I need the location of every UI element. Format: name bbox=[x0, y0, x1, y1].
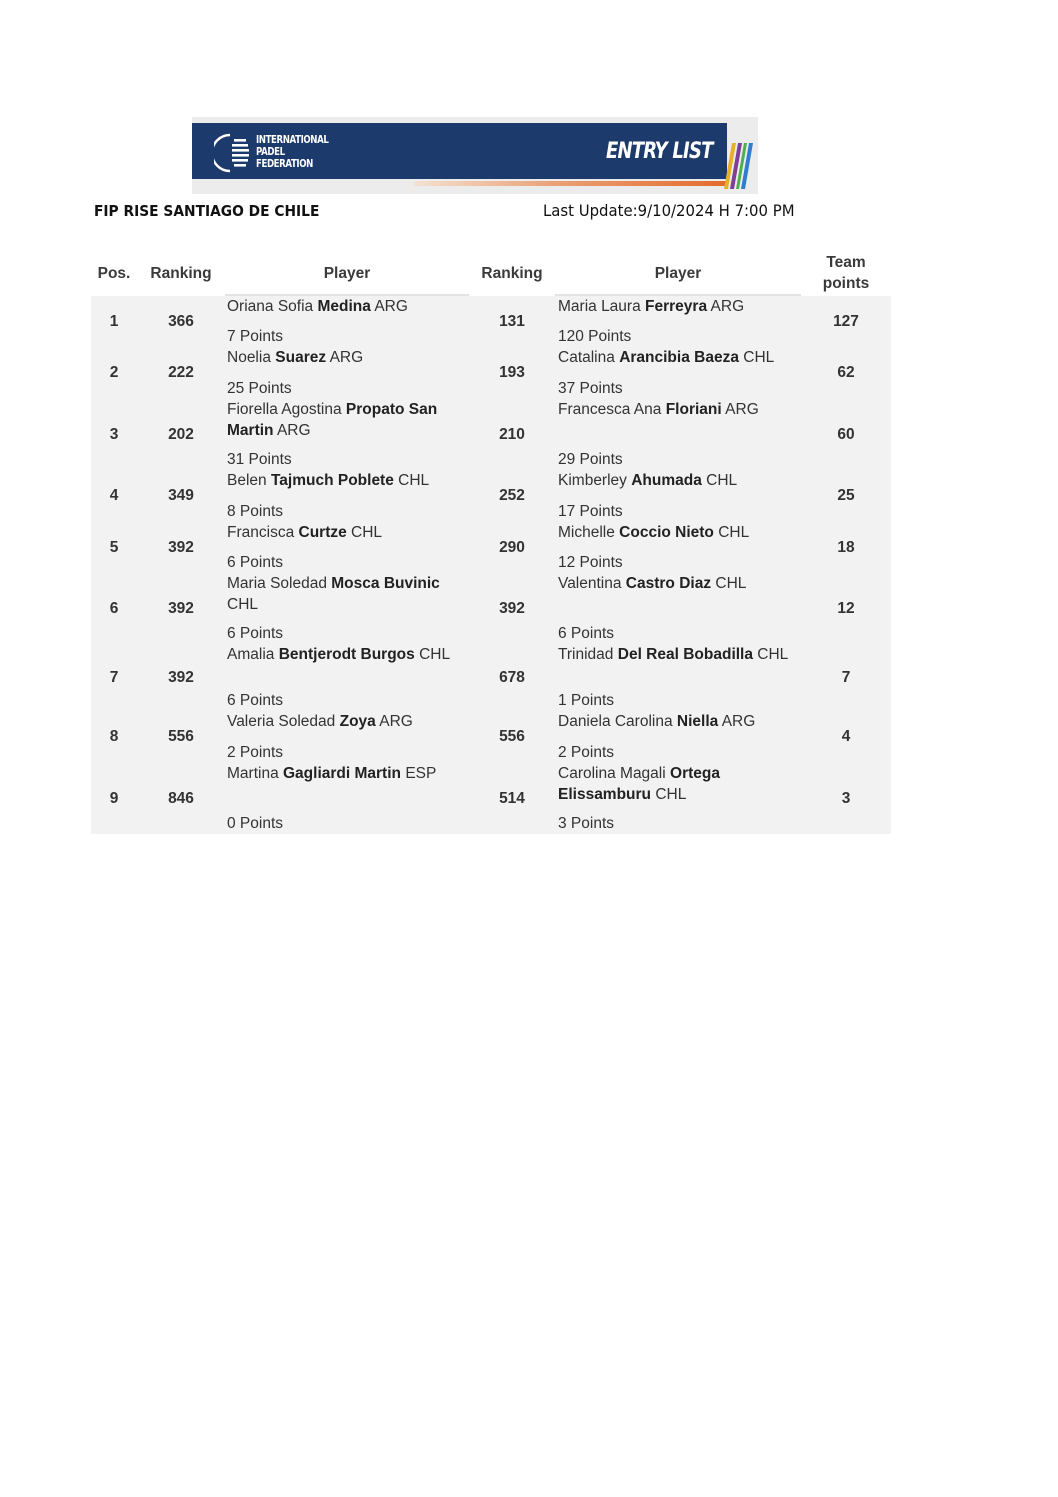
player-2-cell bbox=[558, 573, 804, 644]
player-nationality: ARG bbox=[725, 401, 759, 418]
player-points: 2 Points bbox=[227, 744, 284, 761]
player-1-ranking-cell: 392 bbox=[168, 668, 194, 686]
player-first-name: Catalina bbox=[558, 349, 615, 366]
player-1-ranking-cell: 202 bbox=[168, 425, 194, 443]
player-last-name: Coccio Nieto bbox=[619, 524, 714, 541]
player-last-name: Ortega Elissamburu bbox=[558, 765, 720, 803]
player-last-name: Mosca Buvinic bbox=[331, 575, 440, 592]
header-pos: Pos. bbox=[97, 264, 131, 282]
table-row bbox=[91, 399, 891, 470]
player-nationality: CHL bbox=[655, 786, 687, 803]
player-first-name: Fiorella Agostina bbox=[227, 401, 342, 418]
team-points-cell: 62 bbox=[837, 364, 855, 381]
player-2-cell bbox=[558, 644, 804, 711]
player-2-cell bbox=[558, 399, 804, 470]
player-first-name: Maria Soledad bbox=[227, 575, 327, 592]
header-player-1: Player bbox=[323, 264, 371, 282]
player-nationality: CHL bbox=[718, 524, 750, 541]
player-1-cell bbox=[227, 347, 463, 399]
player-last-name: Tajmuch Poblete bbox=[270, 472, 394, 489]
position-cell: 5 bbox=[109, 538, 119, 556]
player-2-ranking-cell: 678 bbox=[499, 668, 525, 686]
player-first-name: Amalia bbox=[227, 646, 275, 663]
player-name bbox=[227, 644, 463, 665]
player-nationality: CHL bbox=[757, 646, 789, 663]
table-header bbox=[91, 250, 891, 296]
player-2-cell bbox=[558, 711, 804, 763]
player-points: 6 Points bbox=[227, 625, 284, 642]
table-row bbox=[91, 573, 891, 644]
header-ranking-1: Ranking bbox=[150, 264, 212, 282]
player-2-ranking-cell: 392 bbox=[499, 599, 525, 617]
player-points: 7 Points bbox=[227, 328, 284, 345]
player-points: 2 Points bbox=[558, 744, 615, 761]
player-nationality: CHL bbox=[743, 349, 775, 366]
player-name bbox=[227, 711, 463, 732]
player-nationality: ARG bbox=[721, 713, 756, 730]
player-2-cell bbox=[558, 347, 804, 399]
fip-logo-text bbox=[256, 134, 328, 170]
player-name bbox=[227, 399, 463, 441]
player-points: 29 Points bbox=[558, 451, 623, 468]
player-1-ranking-cell: 366 bbox=[168, 312, 194, 330]
player-2-cell bbox=[558, 296, 804, 347]
player-first-name: Noelia bbox=[227, 349, 271, 366]
player-last-name: Curtze bbox=[298, 524, 347, 541]
player-last-name: Ahumada bbox=[631, 472, 702, 489]
player-first-name: Trinidad bbox=[558, 646, 614, 663]
player-last-name: Zoya bbox=[339, 713, 376, 730]
player-last-name: Castro Diaz bbox=[625, 575, 712, 592]
player-points: 25 Points bbox=[227, 380, 292, 397]
player-1-cell bbox=[227, 470, 463, 522]
table-row bbox=[91, 522, 891, 573]
player-nationality: ESP bbox=[405, 765, 437, 782]
player-points: 37 Points bbox=[558, 380, 623, 397]
player-first-name: Belen bbox=[227, 472, 267, 489]
position-cell: 2 bbox=[109, 364, 119, 381]
player-name bbox=[558, 296, 804, 317]
player-name bbox=[558, 573, 804, 594]
player-name bbox=[227, 347, 463, 368]
entry-list-title: ENTRY LIST bbox=[606, 139, 713, 164]
player-1-ranking-cell: 392 bbox=[168, 599, 194, 617]
player-nationality: CHL bbox=[715, 575, 747, 592]
player-nationality: CHL bbox=[351, 524, 383, 541]
player-name bbox=[227, 470, 463, 491]
team-points-cell: 60 bbox=[837, 425, 855, 443]
team-points-cell: 3 bbox=[841, 789, 851, 807]
team-points-cell: 12 bbox=[837, 599, 855, 617]
player-nationality: ARG bbox=[276, 422, 311, 439]
player-first-name: Francesca Ana bbox=[558, 401, 662, 418]
player-first-name: Kimberley bbox=[558, 472, 627, 489]
player-last-name: Ferreyra bbox=[645, 298, 708, 315]
player-1-ranking-cell: 556 bbox=[168, 728, 194, 745]
player-2-ranking-cell: 252 bbox=[499, 487, 525, 504]
position-cell: 7 bbox=[109, 668, 119, 686]
player-name bbox=[227, 763, 463, 784]
player-name bbox=[558, 763, 804, 805]
table-row bbox=[91, 644, 891, 711]
player-1-ranking-cell: 846 bbox=[168, 789, 194, 807]
table-row bbox=[91, 470, 891, 522]
fip-logo-icon bbox=[214, 131, 254, 175]
position-cell: 3 bbox=[109, 425, 119, 443]
position-cell: 1 bbox=[109, 312, 119, 330]
table-row bbox=[91, 711, 891, 763]
table-body bbox=[91, 296, 891, 834]
header-player-2: Player bbox=[654, 264, 702, 282]
table-row bbox=[91, 347, 891, 399]
player-name bbox=[558, 644, 804, 665]
player-points: 12 Points bbox=[558, 554, 623, 571]
player-2-ranking-cell: 131 bbox=[499, 312, 525, 330]
player-nationality: CHL bbox=[398, 472, 430, 489]
team-points-cell: 4 bbox=[841, 728, 851, 745]
player-nationality: ARG bbox=[379, 713, 413, 730]
player-name bbox=[227, 573, 463, 615]
player-1-ranking-cell: 349 bbox=[168, 487, 194, 504]
player-name bbox=[227, 522, 463, 543]
player-first-name: Francisca bbox=[227, 524, 295, 541]
team-points-cell: 127 bbox=[833, 312, 859, 330]
player-2-ranking-cell: 290 bbox=[499, 538, 525, 556]
player-1-cell bbox=[227, 296, 463, 347]
player-points: 31 Points bbox=[227, 451, 292, 468]
player-first-name: Maria Laura bbox=[558, 298, 641, 315]
banner-orange-stripe bbox=[414, 181, 726, 186]
player-last-name: Gagliardi Martin bbox=[283, 765, 401, 782]
player-first-name: Carolina Magali bbox=[558, 765, 666, 782]
player-last-name: Bentjerodt Burgos bbox=[278, 646, 415, 663]
player-1-cell bbox=[227, 522, 463, 573]
last-update: Last Update:9/10/2024 H 7:00 PM bbox=[543, 201, 795, 220]
player-first-name: Martina bbox=[227, 765, 279, 782]
logo-line-2: PADEL bbox=[256, 146, 285, 158]
player-points: 17 Points bbox=[558, 503, 623, 520]
player-2-cell bbox=[558, 522, 804, 573]
player-last-name: Floriani bbox=[665, 401, 722, 418]
player-name bbox=[227, 296, 463, 317]
table-row bbox=[91, 296, 891, 347]
position-cell: 8 bbox=[109, 728, 119, 745]
team-points-cell: 7 bbox=[841, 668, 851, 686]
player-first-name: Valeria Soledad bbox=[227, 713, 336, 730]
player-last-name: Niella bbox=[676, 713, 719, 730]
player-nationality: CHL bbox=[706, 472, 738, 489]
player-2-ranking-cell: 556 bbox=[499, 728, 525, 745]
player-last-name: Suarez bbox=[275, 349, 327, 366]
entry-list-table bbox=[91, 250, 891, 834]
player-nationality: ARG bbox=[329, 349, 364, 366]
player-1-cell bbox=[227, 399, 463, 470]
table-row bbox=[91, 763, 891, 834]
player-2-cell bbox=[558, 763, 804, 834]
player-first-name: Michelle bbox=[558, 524, 615, 541]
logo-line-3: FEDERATION bbox=[256, 158, 313, 170]
player-points: 6 Points bbox=[227, 554, 284, 571]
player-2-cell bbox=[558, 470, 804, 522]
player-2-ranking-cell: 514 bbox=[499, 789, 525, 807]
player-1-ranking-cell: 392 bbox=[168, 538, 194, 556]
player-last-name: Medina bbox=[317, 298, 371, 315]
header-ranking-2: Ranking bbox=[481, 264, 543, 282]
player-1-cell bbox=[227, 763, 463, 834]
player-first-name: Daniela Carolina bbox=[558, 713, 673, 730]
player-name bbox=[558, 711, 804, 732]
player-nationality: CHL bbox=[419, 646, 451, 663]
player-nationality: ARG bbox=[374, 298, 408, 315]
player-first-name: Oriana Sofia bbox=[227, 298, 314, 315]
player-name bbox=[558, 522, 804, 543]
player-nationality: CHL bbox=[227, 596, 259, 613]
player-first-name: Valentina bbox=[558, 575, 622, 592]
team-points-cell: 18 bbox=[837, 538, 855, 556]
player-2-ranking-cell: 210 bbox=[499, 425, 525, 443]
team-points-cell: 25 bbox=[837, 487, 855, 504]
player-last-name: Arancibia Baeza bbox=[619, 349, 739, 366]
player-points: 3 Points bbox=[558, 815, 615, 832]
player-1-cell bbox=[227, 644, 463, 711]
player-1-ranking-cell: 222 bbox=[168, 364, 194, 381]
player-points: 8 Points bbox=[227, 503, 284, 520]
player-last-name: Propato San Martin bbox=[227, 401, 438, 439]
player-points: 6 Points bbox=[558, 625, 615, 642]
logo-line-1: INTERNATIONAL bbox=[256, 134, 329, 146]
position-cell: 4 bbox=[109, 487, 119, 504]
player-name bbox=[558, 399, 804, 420]
player-2-ranking-cell: 193 bbox=[499, 364, 525, 381]
player-points: 0 Points bbox=[227, 815, 284, 832]
player-name bbox=[558, 470, 804, 491]
header-team-points: Team points bbox=[822, 254, 870, 292]
player-last-name: Del Real Bobadilla bbox=[617, 646, 753, 663]
player-1-cell bbox=[227, 711, 463, 763]
player-name bbox=[558, 347, 804, 368]
player-1-cell bbox=[227, 573, 463, 644]
player-nationality: ARG bbox=[710, 298, 745, 315]
entry-list-banner bbox=[192, 117, 758, 194]
position-cell: 6 bbox=[109, 599, 119, 617]
player-points: 1 Points bbox=[558, 692, 615, 709]
player-points: 6 Points bbox=[227, 692, 284, 709]
player-points: 120 Points bbox=[558, 328, 632, 345]
banner-color-stripes-icon bbox=[714, 143, 754, 189]
position-cell: 9 bbox=[109, 789, 119, 807]
tournament-name: FIP RISE SANTIAGO DE CHILE bbox=[94, 202, 320, 220]
